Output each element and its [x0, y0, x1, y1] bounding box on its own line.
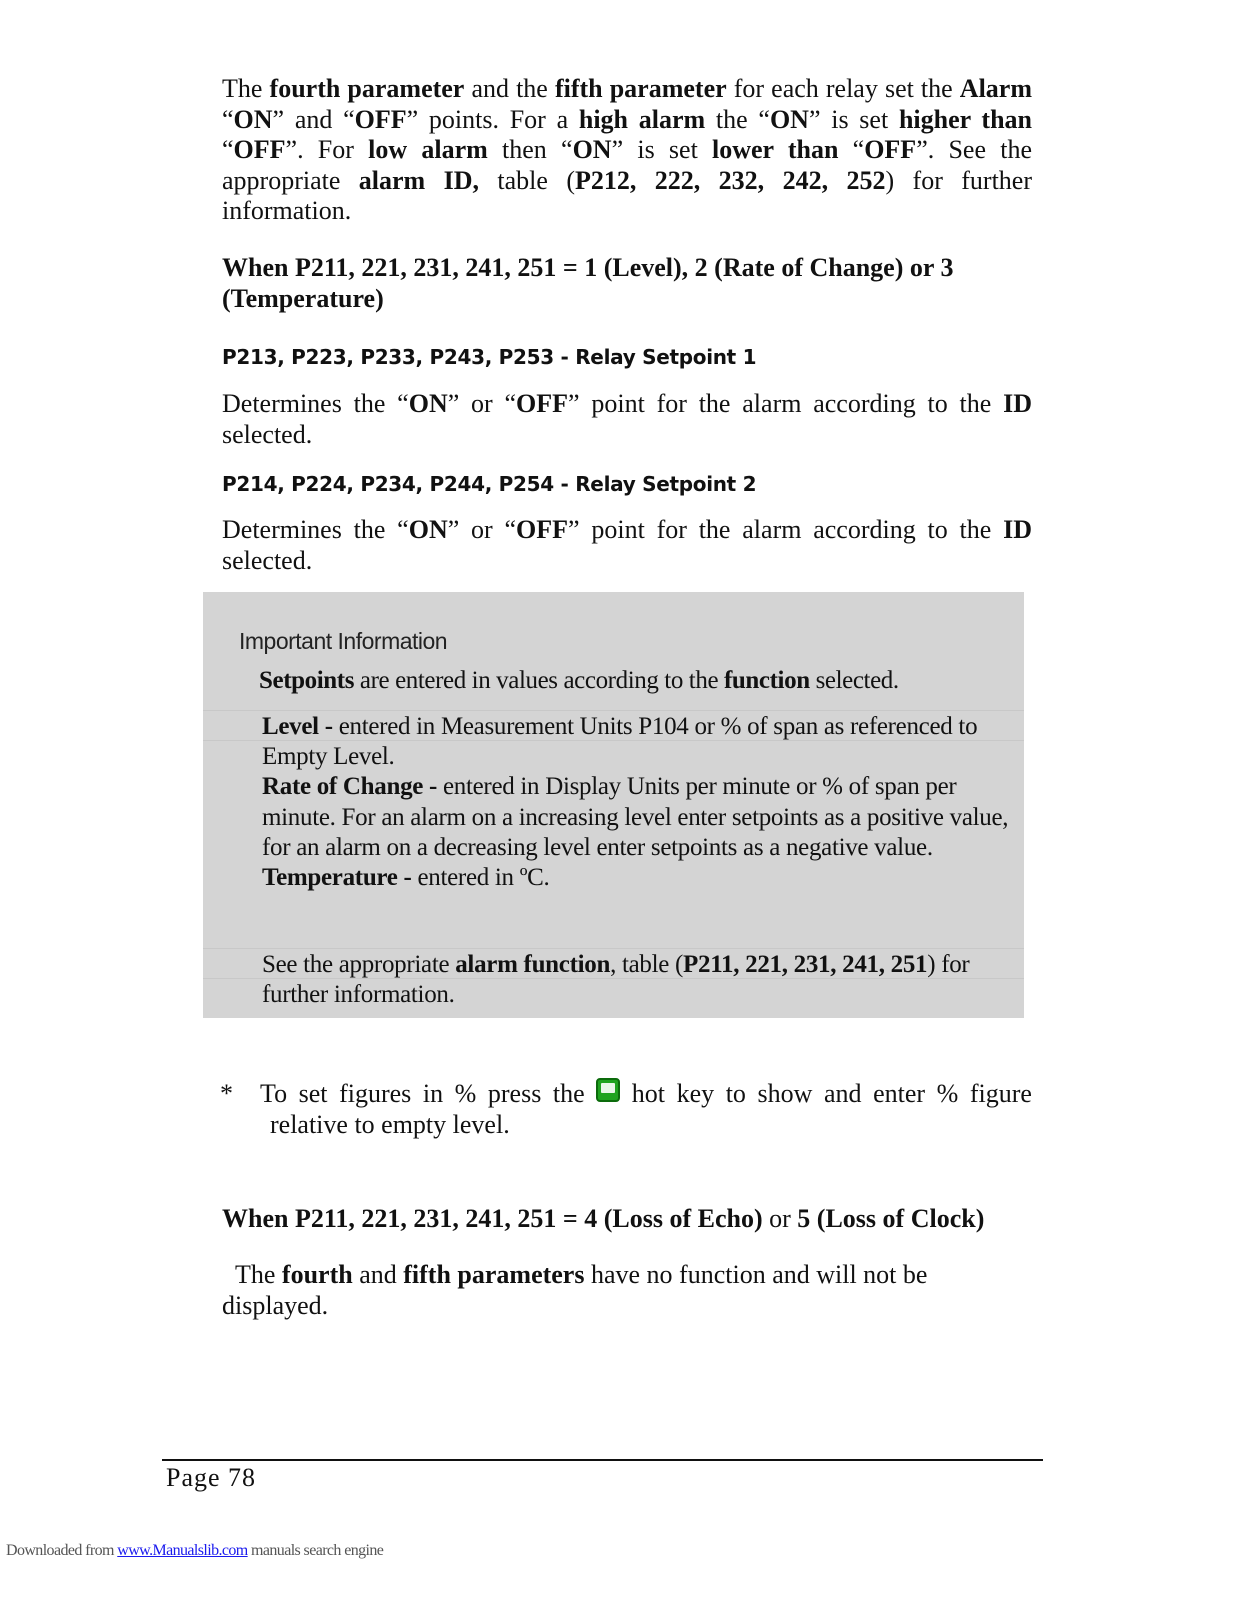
bold-text: fourth	[281, 1260, 353, 1289]
text: have no function and will not be displayed.	[222, 1260, 928, 1320]
note-line	[260, 1079, 1032, 1110]
note-line-continued: relative to empty level.	[270, 1110, 510, 1139]
bold-text: low alarm	[368, 135, 488, 164]
text: The	[235, 1260, 282, 1289]
bold-text: OFF	[233, 135, 286, 164]
hot-key-icon	[596, 1078, 620, 1102]
bold-text: ON	[408, 389, 448, 418]
divider	[203, 948, 1024, 949]
info-title: Important Information	[239, 628, 448, 654]
bold-text: ON	[408, 515, 448, 544]
bold-text: P211, 221, 231, 241, 251	[683, 951, 928, 978]
bold-text: fourth parameter	[269, 74, 465, 103]
setpoint1-paragraph	[222, 389, 1032, 450]
text: ) for further information.	[262, 951, 970, 1009]
bold-text: ID	[1003, 515, 1032, 544]
rate-of-change-definition	[262, 772, 1022, 863]
text: ” is set	[808, 104, 899, 134]
bold-text: Setpoints	[259, 667, 355, 694]
word: press	[487, 1079, 542, 1108]
bold-text: OFF	[516, 389, 569, 418]
text: See the appropriate	[262, 951, 456, 978]
section-heading-loss	[222, 1204, 1032, 1235]
word: to	[725, 1079, 746, 1108]
bold-text: alarm ID,	[358, 165, 480, 195]
text: “	[222, 135, 234, 164]
word: %	[936, 1079, 959, 1108]
bold-text: ON	[769, 104, 809, 134]
info-see-also	[262, 950, 1022, 1010]
word: %	[454, 1079, 477, 1108]
manualslib-link[interactable]: www.Manualslib.com	[117, 1542, 248, 1559]
text: Determines the “	[222, 515, 409, 544]
text: table (	[479, 165, 575, 195]
word: key	[676, 1079, 715, 1108]
text: ) for further information.	[222, 165, 1032, 225]
loss-paragraph	[222, 1260, 962, 1321]
bold-text: OFF	[516, 515, 569, 544]
text: for each relay set the	[726, 74, 960, 103]
bold-text: ON	[233, 104, 273, 134]
text: and	[352, 1260, 404, 1289]
word: figure	[969, 1079, 1032, 1108]
text: or	[762, 1204, 798, 1233]
level-definition	[262, 712, 1022, 772]
text: “	[838, 135, 865, 164]
text: entered in ºC.	[411, 864, 550, 892]
info-definitions	[262, 712, 1022, 893]
important-information-box	[203, 592, 1024, 1018]
text: selected.	[222, 545, 313, 575]
word: the	[552, 1079, 585, 1108]
text: entered in Measurement Units P104 or % of span as referenced to Empty Level.	[262, 713, 978, 771]
page-number: Page 78	[166, 1463, 257, 1492]
text: manuals search engine	[247, 1542, 384, 1559]
bold-text: OFF	[354, 104, 407, 134]
intro-paragraph	[222, 74, 1032, 227]
section-heading-level: When P211, 221, 231, 241, 251 = 1 (Level), 2 (Rate of Change) or 3 (Temperature)	[222, 253, 954, 313]
bold-text: Rate of Change -	[262, 773, 438, 801]
text: are entered in values according to the	[354, 667, 724, 694]
text: ” and “	[272, 104, 355, 134]
text: The	[222, 74, 270, 103]
word: set	[298, 1079, 328, 1108]
bold-text: Level -	[262, 713, 333, 740]
word: hot	[631, 1079, 666, 1108]
text: ”. For	[285, 135, 369, 164]
bold-text: high alarm	[578, 104, 706, 134]
text: ” point for the alarm according to the	[568, 389, 1004, 418]
setpoint2-heading: P214, P224, P234, P244, P254 - Relay Setpoint 2	[222, 472, 757, 496]
word: enter	[873, 1079, 926, 1108]
text: selected.	[809, 667, 899, 694]
temperature-definition	[262, 863, 1022, 893]
bold-text: function	[724, 667, 810, 694]
bold-text: higher than	[898, 104, 1033, 134]
text: ” points. For a	[406, 104, 579, 134]
word: and	[823, 1079, 862, 1108]
text: “	[222, 104, 234, 134]
text: and the	[464, 74, 555, 103]
bold-text: ON	[572, 135, 612, 164]
text: ”. See the appropriate	[222, 135, 1032, 195]
bold-text: 5 (Loss of Clock)	[797, 1204, 985, 1233]
bold-text: Alarm	[959, 74, 1032, 103]
bold-text: lower than	[712, 135, 839, 164]
word: figures	[339, 1079, 412, 1108]
note-bullet: *	[220, 1079, 233, 1108]
footer-rule	[162, 1459, 1043, 1461]
setpoint1-heading: P213, P223, P233, P243, P253 - Relay Setpoint 1	[222, 345, 757, 369]
info-lead	[259, 666, 899, 696]
bold-text: Temperature -	[262, 864, 412, 892]
bold-text: ID	[1003, 389, 1032, 418]
text: Determines the “	[222, 389, 409, 418]
text: then “	[487, 135, 573, 164]
text: ” or “	[447, 389, 517, 418]
word: show	[757, 1079, 813, 1108]
text: Downloaded from	[6, 1542, 118, 1559]
bold-text: fifth parameters	[403, 1260, 585, 1289]
text: ” or “	[447, 515, 517, 544]
bold-text: When P211, 221, 231, 241, 251 = 4 (Loss of Echo)	[222, 1204, 763, 1233]
text: entered in Display Units per minute or % of span per minute. For an alarm on a increasing level enter setpoints as a positive value, for an alarm on a decreasing level enter setpoints as a negative value.	[262, 773, 1009, 861]
bold-text: P212, 222, 232, 242, 252	[575, 165, 886, 195]
setpoint2-paragraph	[222, 515, 1032, 576]
bold-text: OFF	[864, 135, 917, 164]
bold-text: alarm function	[455, 951, 611, 978]
text: selected.	[222, 419, 313, 449]
word: To	[260, 1079, 288, 1108]
divider	[203, 710, 1024, 711]
text: ” point for the alarm according to the	[568, 515, 1004, 544]
bold-text: fifth parameter	[554, 74, 727, 103]
text: the “	[705, 104, 770, 134]
text: ” is set	[611, 135, 713, 164]
word: in	[422, 1079, 444, 1108]
text: , table (	[610, 951, 684, 978]
download-footer	[6, 1542, 383, 1560]
